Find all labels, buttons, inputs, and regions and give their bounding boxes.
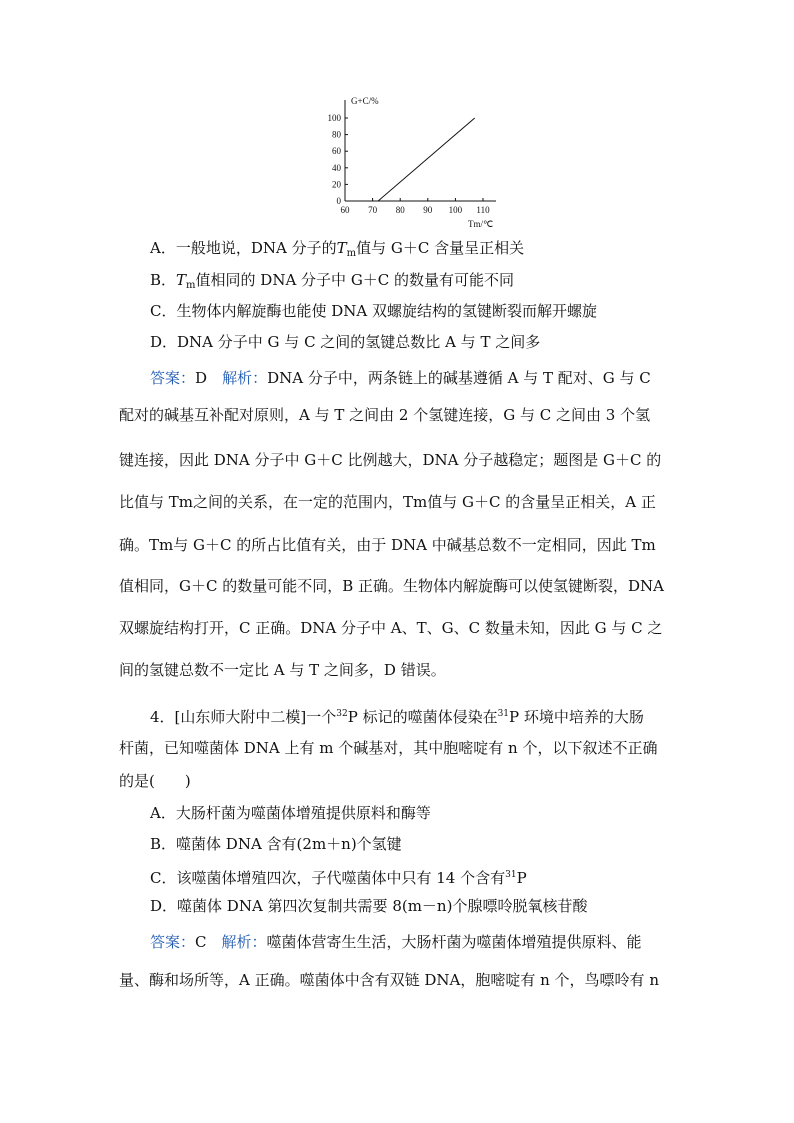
analysis-line: 双螺旋结构打开，C 正确。DNA 分子中 A、T、G、C 数量未知，因此 G 与 C 之 <box>119 619 663 637</box>
answer-value: C <box>195 933 207 951</box>
analysis-line: 确。Tm与 G＋C 的所占比值有关，由于 DNA 中碱基总数不一定相同，因此 Tm <box>119 536 656 554</box>
y-tick-label: 80 <box>332 129 341 140</box>
option-3b-prefix: B． <box>150 271 177 289</box>
option-4c <box>150 865 527 888</box>
answer-value: D <box>195 369 208 387</box>
tm-subscript: m <box>346 248 357 259</box>
option-4a: A．大肠杆菌为噬菌体增殖提供原料和酶等 <box>150 804 431 822</box>
analysis-line: 配对的碱基互补配对原则，A 与 T 之间由 2 个氢键连接，G 与 C 之间由 3 个氢 <box>119 406 651 424</box>
stem-text: 4．[山东师大附中二模]一个 <box>150 708 337 726</box>
question-4-stem-line: 杆菌，已知噬菌体 DNA 上有 m 个碱基对，其中胞嘧啶有 n 个，以下叙述不正确 <box>119 739 658 757</box>
isotope-superscript: 31 <box>505 870 517 880</box>
analysis-label: 解析： <box>222 369 268 387</box>
chart-ylabel: G+C/% <box>351 96 379 106</box>
stem-text: P 标记的噬菌体侵染在 <box>347 708 498 726</box>
option-4c-end: P <box>516 869 527 887</box>
option-3a <box>150 238 524 264</box>
analysis-line: 量、酶和场所等，A 正确。噬菌体中含有双链 DNA，胞嘧啶有 n 个，鸟嘌呤有 n <box>119 971 659 989</box>
x-tick-label: 60 <box>340 205 350 215</box>
x-tick-label: 90 <box>423 205 433 215</box>
isotope-superscript: 31 <box>497 709 510 719</box>
tm-symbol: T <box>176 271 187 289</box>
y-tick-label: 60 <box>332 146 341 157</box>
option-4d: D．噬菌体 DNA 第四次复制共需要 8(m－n)个腺嘌呤脱氧核苷酸 <box>150 897 588 915</box>
x-tick-label: 100 <box>448 205 463 215</box>
analysis-line: 比值与 Tm之间的关系，在一定的范围内，Tm值与 G＋C 的含量呈正相关，A 正 <box>119 493 656 511</box>
x-tick-label: 110 <box>476 205 490 215</box>
question-4-stem <box>150 704 644 727</box>
answer-4-line <box>150 932 642 952</box>
question-4-stem-line: 的是( ) <box>119 772 191 790</box>
y-tick-label: 0 <box>336 196 341 206</box>
series-line <box>378 118 475 201</box>
analysis-line: 值相同，G＋C 的数量可能不同，B 正确。生物体内解旋酶可以使氢键断裂，DNA <box>119 577 665 595</box>
tm-symbol: T <box>336 239 347 257</box>
analysis-label: 解析： <box>221 933 267 951</box>
y-tick-label: 20 <box>332 179 341 190</box>
analysis-line: DNA 分子中，两条链上的碱基遵循 A 与 T 配对、G 与 C <box>267 369 651 387</box>
analysis-line: 键连接，因此 DNA 分子中 G＋C 比例越大，DNA 分子越稳定；题图是 G＋C 的 <box>119 451 662 469</box>
chart-xlabel: Tm/℃ <box>468 219 494 229</box>
y-tick-label: 40 <box>332 162 341 173</box>
x-tick-label: 80 <box>395 205 405 215</box>
answer-3-line <box>150 368 651 388</box>
option-3c: C．生物体内解旋酶也能使 DNA 双螺旋结构的氢键断裂而解开螺旋 <box>150 302 597 320</box>
isotope-superscript: 32 <box>336 709 348 719</box>
tm-gc-chart <box>318 88 508 233</box>
option-3b <box>150 270 514 296</box>
tm-subscript: m <box>186 280 196 291</box>
answer-label: 答案： <box>150 369 196 387</box>
option-3b-rest: 值相同的 DNA 分子中 G＋C 的数量有可能不同 <box>195 271 515 289</box>
option-3a-rest: 值与 G＋C 含量呈正相关 <box>356 239 525 257</box>
analysis-line: 噬菌体营寄生生活，大肠杆菌为噬菌体增殖提供原料、能 <box>266 933 642 951</box>
option-3a-text: A．一般地说，DNA 分子的 <box>150 239 337 257</box>
option-4b: B．噬菌体 DNA 含有(2m＋n)个氢键 <box>150 835 402 853</box>
option-3d: D．DNA 分子中 G 与 C 之间的氢键总数比 A 与 T 之间多 <box>150 333 541 351</box>
x-tick-label: 70 <box>368 205 378 215</box>
option-4c-text: C．该噬菌体增殖四次，子代噬菌体中只有 14 个含有 <box>150 869 506 887</box>
answer-label: 答案： <box>150 933 196 951</box>
stem-text: P 环境中培养的大肠 <box>509 708 644 726</box>
analysis-line: 间的氢键总数不一定比 A 与 T 之间多，D 错误。 <box>119 661 446 679</box>
y-tick-label: 100 <box>327 113 341 123</box>
